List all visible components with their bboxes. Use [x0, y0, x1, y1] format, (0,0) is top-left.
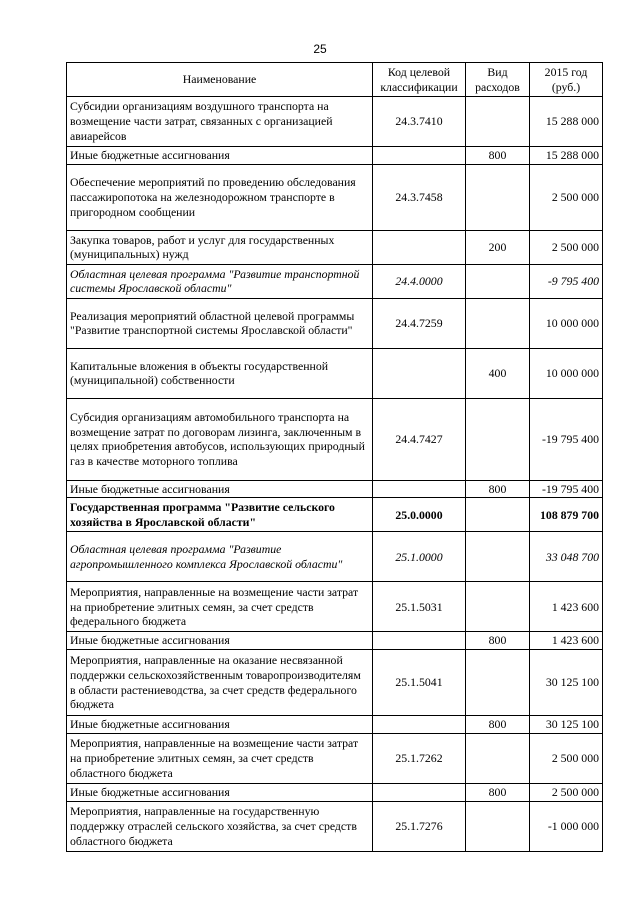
cell-name: Обеспечение мероприятий по проведению обследования пассажиропотока на железнодорожном транспорте в пригородном сообщении [67, 164, 373, 230]
cell-vid: 800 [466, 783, 530, 801]
cell-sum: 15 288 000 [530, 97, 603, 147]
cell-name: Областная целевая программа "Развитие агропромышленного комплекса Ярославской области" [67, 532, 373, 582]
cell-name: Реализация мероприятий областной целевой программы "Развитие транспортной системы Ярославской области" [67, 298, 373, 348]
cell-vid [466, 801, 530, 851]
cell-sum: -19 795 400 [530, 398, 603, 480]
table-header-row [67, 63, 603, 97]
header-sum: 2015 год (руб.) [530, 63, 603, 97]
cell-name: Иные бюджетные ассигнования [67, 147, 373, 165]
cell-sum: -19 795 400 [530, 480, 603, 498]
cell-sum: 30 125 100 [530, 650, 603, 716]
cell-vid: 800 [466, 147, 530, 165]
cell-name: Иные бюджетные ассигнования [67, 480, 373, 498]
cell-sum: 30 125 100 [530, 716, 603, 734]
cell-sum: 15 288 000 [530, 147, 603, 165]
table-row [67, 230, 603, 264]
cell-sum: 1 423 600 [530, 632, 603, 650]
cell-name: Мероприятия, направленные на государственную поддержку отраслей сельского хозяйства, за счет средств областного бюджета [67, 801, 373, 851]
table-body [67, 97, 603, 852]
cell-code [373, 348, 466, 398]
header-vid: Вид расходов [466, 63, 530, 97]
cell-name: Иные бюджетные ассигнования [67, 716, 373, 734]
table-row [67, 650, 603, 716]
cell-name: Иные бюджетные ассигнования [67, 783, 373, 801]
cell-code [373, 147, 466, 165]
cell-name: Субсидия организациям автомобильного транспорта на возмещение затрат по договорам лизинга, заключенным в целях приобретения автобусов, использующих природный газ в качестве моторного топлива [67, 398, 373, 480]
cell-sum: 2 500 000 [530, 733, 603, 783]
cell-sum: 2 500 000 [530, 783, 603, 801]
cell-vid: 800 [466, 480, 530, 498]
cell-name: Закупка товаров, работ и услуг для государственных (муниципальных) нужд [67, 230, 373, 264]
table-row [67, 164, 603, 230]
table-row [67, 97, 603, 147]
cell-name: Мероприятия, направленные на возмещение части затрат на приобретение элитных семян, за счет средств областного бюджета [67, 733, 373, 783]
cell-name: Мероприятия, направленные на оказание несвязанной поддержки сельскохозяйственным товаропроизводителям в области растениеводства, за счет средств федерального бюджета [67, 650, 373, 716]
cell-code: 25.1.5031 [373, 582, 466, 632]
table-row [67, 147, 603, 165]
cell-sum: 10 000 000 [530, 298, 603, 348]
table-row [67, 733, 603, 783]
cell-vid [466, 264, 530, 298]
cell-vid [466, 298, 530, 348]
cell-vid [466, 498, 530, 532]
table-row [67, 716, 603, 734]
cell-vid [466, 733, 530, 783]
cell-vid: 800 [466, 716, 530, 734]
cell-name: Субсидии организациям воздушного транспорта на возмещение части затрат, связанных с организацией авиарейсов [67, 97, 373, 147]
cell-code: 25.1.0000 [373, 532, 466, 582]
table-row [67, 801, 603, 851]
cell-name: Государственная программа "Развитие сельского хозяйства в Ярославской области" [67, 498, 373, 532]
cell-sum: 10 000 000 [530, 348, 603, 398]
cell-sum: 1 423 600 [530, 582, 603, 632]
cell-code: 24.3.7410 [373, 97, 466, 147]
cell-sum: 108 879 700 [530, 498, 603, 532]
cell-code [373, 480, 466, 498]
page-number: 25 [313, 42, 327, 56]
cell-name: Иные бюджетные ассигнования [67, 632, 373, 650]
cell-name: Областная целевая программа "Развитие транспортной системы Ярославской области" [67, 264, 373, 298]
cell-vid [466, 398, 530, 480]
cell-code: 25.1.5041 [373, 650, 466, 716]
budget-table [66, 62, 603, 852]
cell-code [373, 716, 466, 734]
cell-vid [466, 650, 530, 716]
table-row [67, 783, 603, 801]
cell-vid [466, 582, 530, 632]
table-row [67, 348, 603, 398]
cell-code [373, 632, 466, 650]
cell-code: 25.0.0000 [373, 498, 466, 532]
table-row [67, 298, 603, 348]
cell-vid [466, 164, 530, 230]
cell-code: 25.1.7276 [373, 801, 466, 851]
cell-sum: 2 500 000 [530, 230, 603, 264]
cell-name: Мероприятия, направленные на возмещение части затрат на приобретение элитных семян, за счет средств федерального бюджета [67, 582, 373, 632]
header-name: Наименование [67, 63, 373, 97]
cell-code: 24.3.7458 [373, 164, 466, 230]
table-row [67, 632, 603, 650]
table-row [67, 398, 603, 480]
table-row [67, 498, 603, 532]
table-row [67, 480, 603, 498]
table-row [67, 532, 603, 582]
cell-sum: 2 500 000 [530, 164, 603, 230]
cell-vid: 200 [466, 230, 530, 264]
cell-vid [466, 532, 530, 582]
table-row [67, 582, 603, 632]
cell-vid: 400 [466, 348, 530, 398]
cell-code [373, 230, 466, 264]
table-row [67, 264, 603, 298]
cell-sum: 33 048 700 [530, 532, 603, 582]
cell-code: 24.4.7427 [373, 398, 466, 480]
cell-name: Капитальные вложения в объекты государственной (муниципальной) собственности [67, 348, 373, 398]
cell-sum: -9 795 400 [530, 264, 603, 298]
cell-code [373, 783, 466, 801]
cell-vid: 800 [466, 632, 530, 650]
cell-sum: -1 000 000 [530, 801, 603, 851]
header-code: Код целевой классификации [373, 63, 466, 97]
cell-code: 24.4.7259 [373, 298, 466, 348]
cell-code: 25.1.7262 [373, 733, 466, 783]
cell-vid [466, 97, 530, 147]
cell-code: 24.4.0000 [373, 264, 466, 298]
